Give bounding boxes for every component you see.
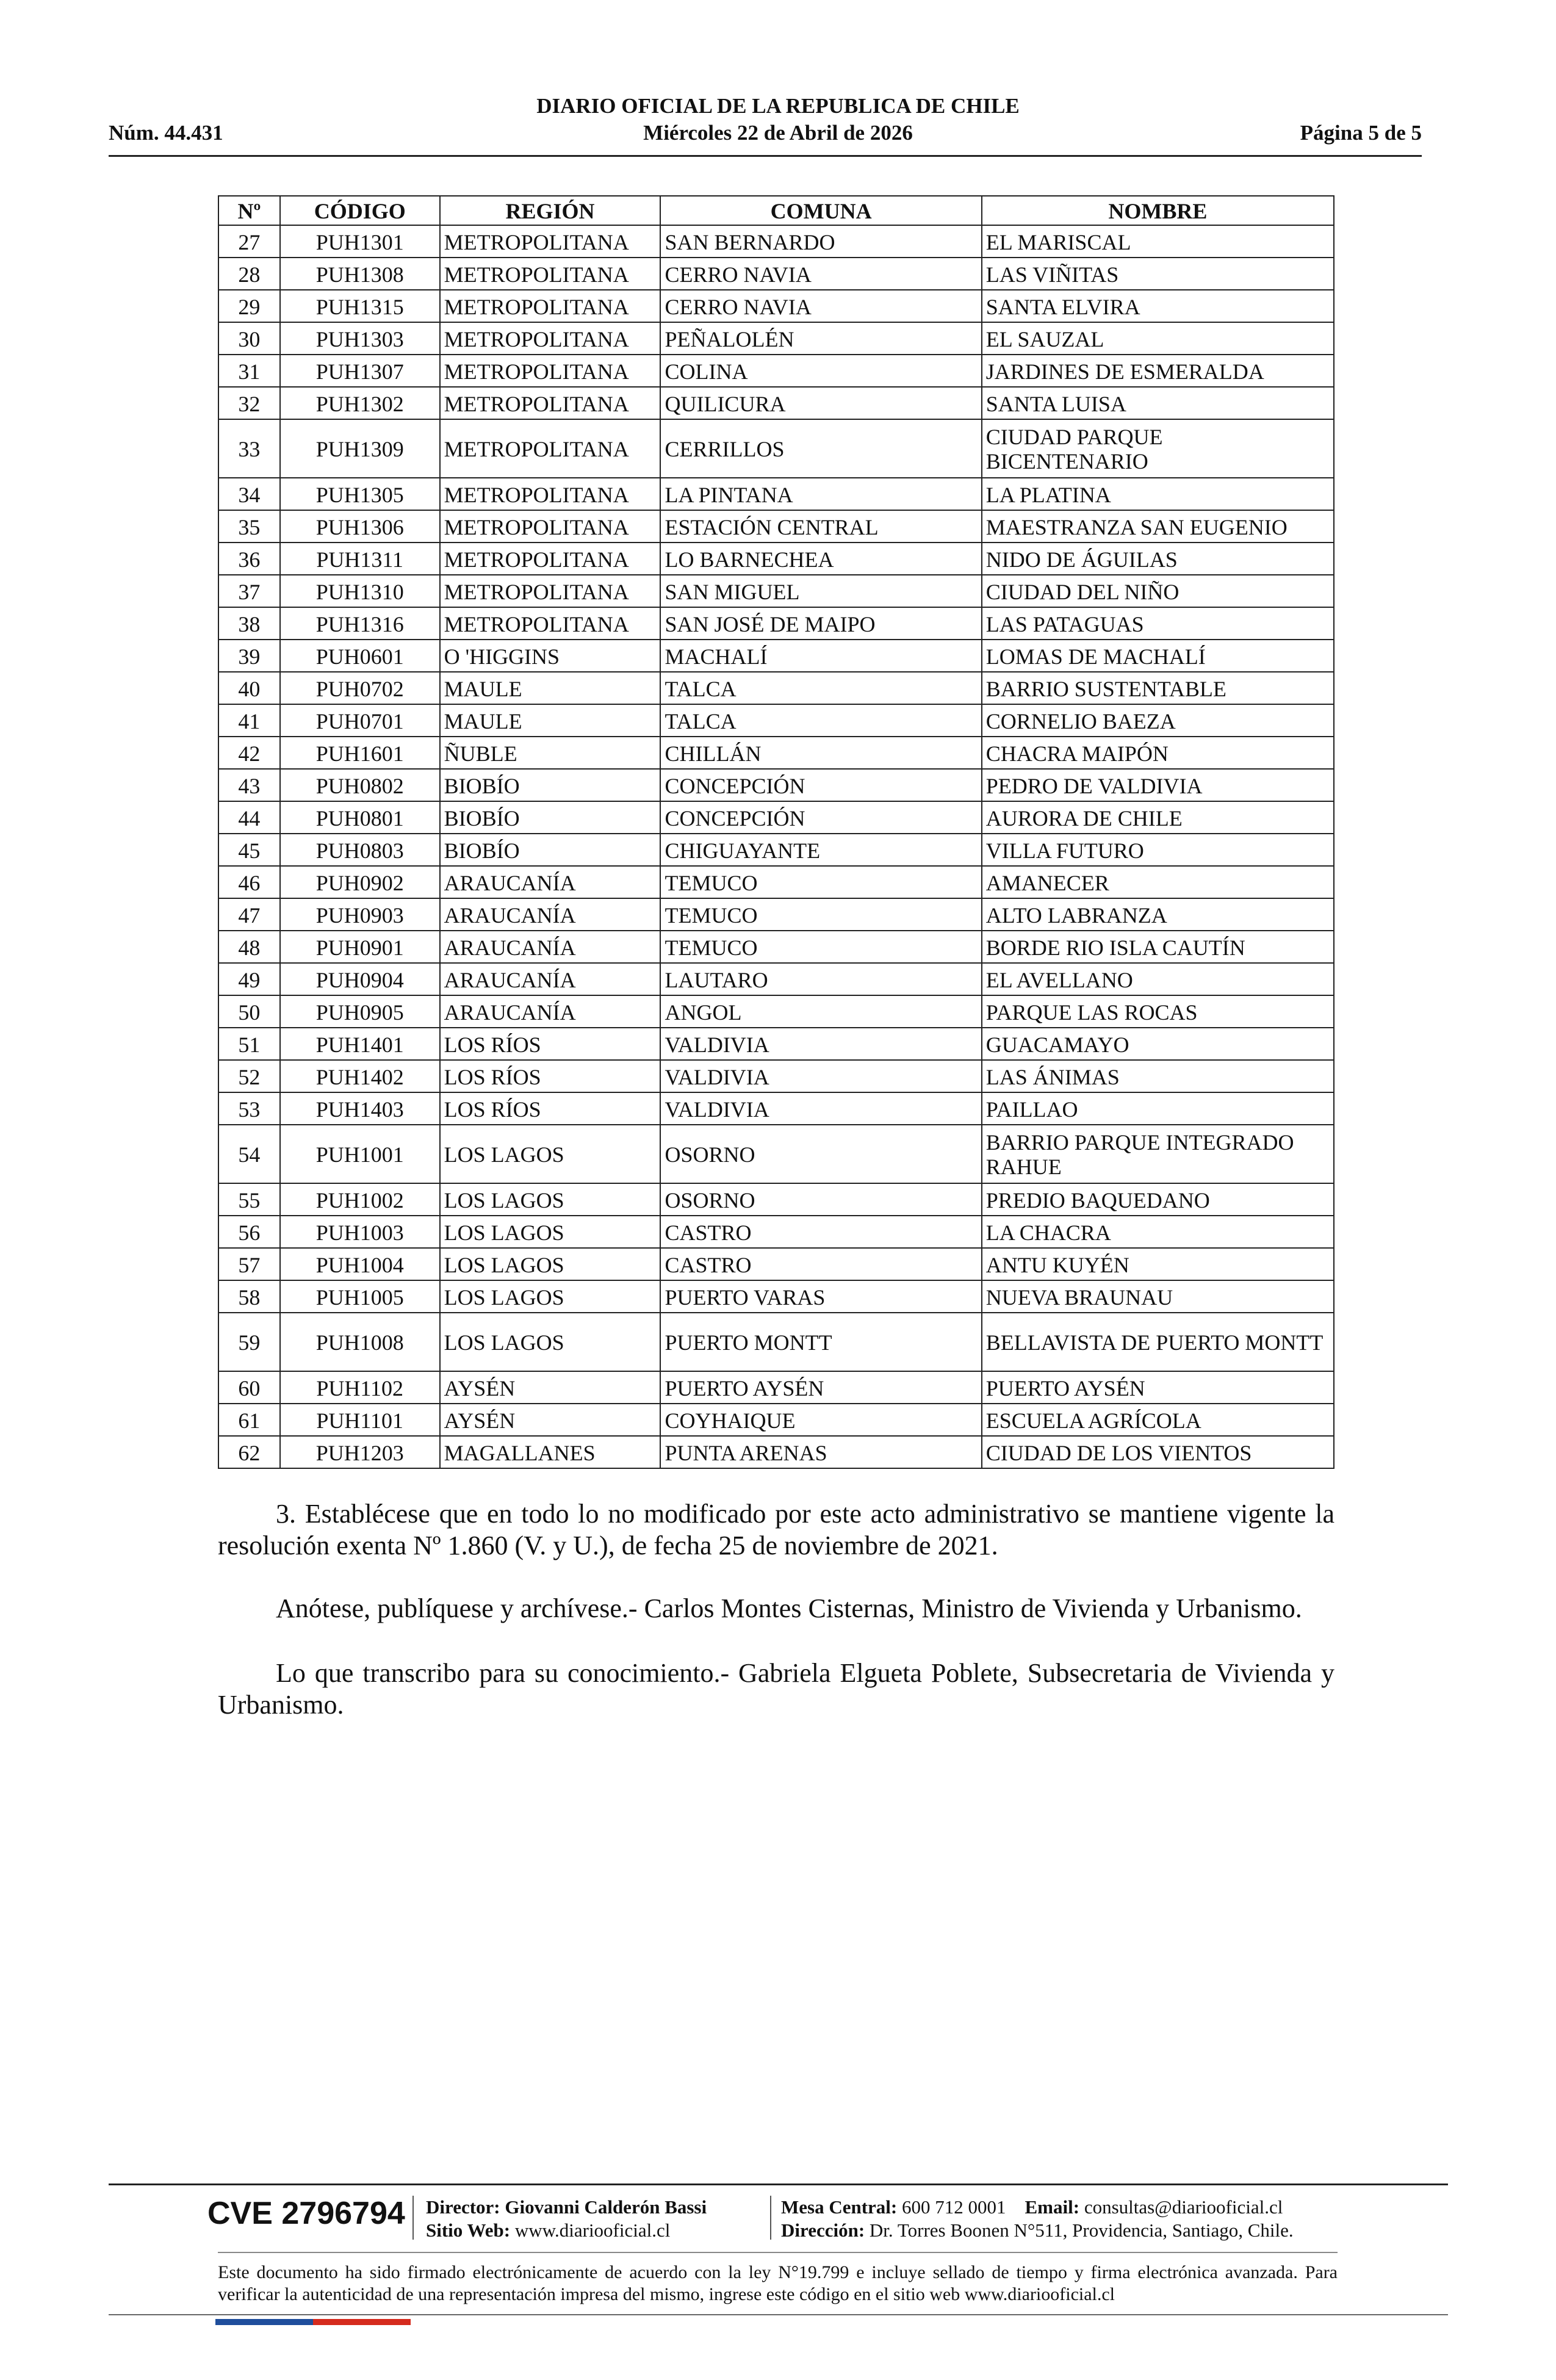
cell-region: METROPOLITANA xyxy=(440,355,661,387)
table-row xyxy=(218,898,1334,931)
cell-region: LOS RÍOS xyxy=(440,1028,661,1060)
cell-region: LOS LAGOS xyxy=(440,1183,661,1216)
cell-region: METROPOLITANA xyxy=(440,387,661,419)
cell-comuna: COLINA xyxy=(660,355,981,387)
table-header-row xyxy=(218,196,1334,225)
footer-divider xyxy=(770,2196,771,2240)
cell-code: PUH0902 xyxy=(280,866,440,898)
col-header-region: REGIÓN xyxy=(440,196,661,225)
cell-code: PUH1315 xyxy=(280,290,440,322)
cell-comuna: PUERTO MONTT xyxy=(660,1313,981,1371)
mesa-label: Mesa Central: xyxy=(781,2196,898,2218)
cell-region: METROPOLITANA xyxy=(440,258,661,290)
cell-comuna: TEMUCO xyxy=(660,866,981,898)
cell-region: AYSÉN xyxy=(440,1404,661,1436)
table-row xyxy=(218,419,1334,478)
cell-number: 43 xyxy=(218,769,280,801)
cell-number: 62 xyxy=(218,1436,280,1468)
cell-comuna: VALDIVIA xyxy=(660,1060,981,1092)
table-row xyxy=(218,607,1334,640)
table-row xyxy=(218,737,1334,769)
cell-number: 36 xyxy=(218,543,280,575)
cell-comuna: TEMUCO xyxy=(660,931,981,963)
cell-nombre: JARDINES DE ESMERALDA xyxy=(982,355,1334,387)
cell-code: PUH0904 xyxy=(280,963,440,995)
table-row xyxy=(218,1125,1334,1183)
cell-region: LOS LAGOS xyxy=(440,1280,661,1313)
cell-region: BIOBÍO xyxy=(440,801,661,834)
cell-region: LOS RÍOS xyxy=(440,1060,661,1092)
cell-number: 44 xyxy=(218,801,280,834)
table-row xyxy=(218,1060,1334,1092)
cell-nombre: ANTU KUYÉN xyxy=(982,1248,1334,1280)
cell-comuna: SAN JOSÉ DE MAIPO xyxy=(660,607,981,640)
address-label: Dirección: xyxy=(781,2220,865,2241)
footer-rule xyxy=(109,2183,1448,2185)
projects-table xyxy=(218,195,1334,1469)
cell-code: PUH1001 xyxy=(280,1125,440,1183)
flag-stripe xyxy=(215,2319,411,2325)
cell-number: 33 xyxy=(218,419,280,478)
cell-comuna: LA PINTANA xyxy=(660,478,981,510)
cell-region: METROPOLITANA xyxy=(440,419,661,478)
cell-code: PUH1203 xyxy=(280,1436,440,1468)
cell-nombre: AURORA DE CHILE xyxy=(982,801,1334,834)
table-row xyxy=(218,258,1334,290)
cell-comuna: QUILICURA xyxy=(660,387,981,419)
col-header-code: CÓDIGO xyxy=(280,196,440,225)
cell-code: PUH1402 xyxy=(280,1060,440,1092)
cell-region: ÑUBLE xyxy=(440,737,661,769)
cell-comuna: TEMUCO xyxy=(660,898,981,931)
table-row xyxy=(218,769,1334,801)
paragraph-3: 3. Establécese que en todo lo no modificado por este acto administrativo se mantiene vigente la resolución exenta Nº 1.860 (V. y U.), de fecha 25 de noviembre de 2021. xyxy=(218,1499,1334,1560)
cell-code: PUH1310 xyxy=(280,575,440,607)
cell-region: ARAUCANÍA xyxy=(440,995,661,1028)
cell-region: LOS LAGOS xyxy=(440,1216,661,1248)
cell-comuna: TALCA xyxy=(660,704,981,737)
cell-code: PUH1303 xyxy=(280,322,440,355)
cell-number: 53 xyxy=(218,1092,280,1125)
cell-number: 46 xyxy=(218,866,280,898)
flag-red-segment xyxy=(313,2319,411,2325)
cell-region: ARAUCANÍA xyxy=(440,931,661,963)
cell-nombre: GUACAMAYO xyxy=(982,1028,1334,1060)
cell-comuna: CASTRO xyxy=(660,1248,981,1280)
cell-nombre: ALTO LABRANZA xyxy=(982,898,1334,931)
table-row xyxy=(218,1371,1334,1404)
cell-code: PUH1301 xyxy=(280,225,440,258)
cell-region: O 'HIGGINS xyxy=(440,640,661,672)
cell-nombre: EL AVELLANO xyxy=(982,963,1334,995)
cell-nombre: BARRIO PARQUE INTEGRADO RAHUE xyxy=(982,1125,1334,1183)
table-row xyxy=(218,575,1334,607)
cell-nombre: PREDIO BAQUEDANO xyxy=(982,1183,1334,1216)
table-row xyxy=(218,543,1334,575)
cell-number: 40 xyxy=(218,672,280,704)
cell-number: 56 xyxy=(218,1216,280,1248)
cell-code: PUH0803 xyxy=(280,834,440,866)
director-label: Director: xyxy=(426,2196,500,2218)
cell-region: MAGALLANES xyxy=(440,1436,661,1468)
cell-number: 49 xyxy=(218,963,280,995)
cell-nombre: BORDE RIO ISLA CAUTÍN xyxy=(982,931,1334,963)
cell-nombre: AMANECER xyxy=(982,866,1334,898)
cell-nombre: EL MARISCAL xyxy=(982,225,1334,258)
cell-code: PUH1002 xyxy=(280,1183,440,1216)
table-row xyxy=(218,1280,1334,1313)
cell-nombre: LAS ÁNIMAS xyxy=(982,1060,1334,1092)
cell-code: PUH1401 xyxy=(280,1028,440,1060)
cell-comuna: VALDIVIA xyxy=(660,1092,981,1125)
table-row xyxy=(218,801,1334,834)
cell-number: 41 xyxy=(218,704,280,737)
transcription-paragraph: Lo que transcribo para su conocimiento.- Gabriela Elgueta Poblete, Subsecretaria de Vivienda y Urbanismo. xyxy=(218,1658,1334,1720)
cell-number: 30 xyxy=(218,322,280,355)
cell-code: PUH0801 xyxy=(280,801,440,834)
cell-region: MAULE xyxy=(440,704,661,737)
cell-comuna: CERRILLOS xyxy=(660,419,981,478)
cell-code: PUH1306 xyxy=(280,510,440,543)
cell-region: ARAUCANÍA xyxy=(440,898,661,931)
cell-comuna: LAUTARO xyxy=(660,963,981,995)
header-rule xyxy=(109,155,1422,157)
col-header-comuna: COMUNA xyxy=(660,196,981,225)
cell-comuna: ANGOL xyxy=(660,995,981,1028)
director-name: Giovanni Calderón Bassi xyxy=(505,2196,707,2218)
cell-region: LOS LAGOS xyxy=(440,1248,661,1280)
cell-number: 51 xyxy=(218,1028,280,1060)
cell-code: PUH1102 xyxy=(280,1371,440,1404)
cell-comuna: PUERTO VARAS xyxy=(660,1280,981,1313)
cell-nombre: PEDRO DE VALDIVIA xyxy=(982,769,1334,801)
cell-nombre: CHACRA MAIPÓN xyxy=(982,737,1334,769)
cell-comuna: CONCEPCIÓN xyxy=(660,801,981,834)
page-indicator: Página 5 de 5 xyxy=(1300,121,1422,145)
cell-nombre: VILLA FUTURO xyxy=(982,834,1334,866)
cell-comuna: CHIGUAYANTE xyxy=(660,834,981,866)
cell-comuna: OSORNO xyxy=(660,1125,981,1183)
closing-paragraph: Anótese, publíquese y archívese.- Carlos Montes Cisternas, Ministro de Vivienda y Urbanismo. xyxy=(276,1593,1302,1623)
cell-nombre: LAS PATAGUAS xyxy=(982,607,1334,640)
cell-nombre: CIUDAD PARQUE BICENTENARIO xyxy=(982,419,1334,478)
cell-comuna: TALCA xyxy=(660,672,981,704)
cell-nombre: MAESTRANZA SAN EUGENIO xyxy=(982,510,1334,543)
cell-comuna: OSORNO xyxy=(660,1183,981,1216)
cell-nombre: EL SAUZAL xyxy=(982,322,1334,355)
cell-nombre: CIUDAD DEL NIÑO xyxy=(982,575,1334,607)
cell-nombre: NUEVA BRAUNAU xyxy=(982,1280,1334,1313)
table-row xyxy=(218,322,1334,355)
cell-code: PUH1311 xyxy=(280,543,440,575)
cell-nombre: BELLAVISTA DE PUERTO MONTT xyxy=(982,1313,1334,1371)
web-link[interactable]: www.diariooficial.cl xyxy=(514,2220,671,2241)
cell-code: PUH1601 xyxy=(280,737,440,769)
cell-number: 32 xyxy=(218,387,280,419)
table-row xyxy=(218,478,1334,510)
cell-region: ARAUCANÍA xyxy=(440,963,661,995)
cell-number: 27 xyxy=(218,225,280,258)
cell-number: 61 xyxy=(218,1404,280,1436)
table-row xyxy=(218,225,1334,258)
email-link[interactable]: consultas@diariooficial.cl xyxy=(1084,2196,1283,2218)
cell-region: BIOBÍO xyxy=(440,769,661,801)
cell-nombre: BARRIO SUSTENTABLE xyxy=(982,672,1334,704)
col-header-nombre: NOMBRE xyxy=(982,196,1334,225)
cell-number: 60 xyxy=(218,1371,280,1404)
cell-region: METROPOLITANA xyxy=(440,510,661,543)
cell-region: BIOBÍO xyxy=(440,834,661,866)
cell-comuna: CASTRO xyxy=(660,1216,981,1248)
cell-number: 38 xyxy=(218,607,280,640)
cell-comuna: ESTACIÓN CENTRAL xyxy=(660,510,981,543)
web-label: Sitio Web: xyxy=(426,2220,511,2241)
table-row xyxy=(218,834,1334,866)
cell-code: PUH1101 xyxy=(280,1404,440,1436)
cell-region: METROPOLITANA xyxy=(440,478,661,510)
cell-number: 54 xyxy=(218,1125,280,1183)
table-row xyxy=(218,1092,1334,1125)
cell-region: METROPOLITANA xyxy=(440,322,661,355)
cell-number: 34 xyxy=(218,478,280,510)
cell-number: 28 xyxy=(218,258,280,290)
cell-nombre: PAILLAO xyxy=(982,1092,1334,1125)
table-row xyxy=(218,1183,1334,1216)
cell-code: PUH1005 xyxy=(280,1280,440,1313)
cell-number: 59 xyxy=(218,1313,280,1371)
cell-code: PUH0901 xyxy=(280,931,440,963)
table-row xyxy=(218,387,1334,419)
cell-nombre: CIUDAD DE LOS VIENTOS xyxy=(982,1436,1334,1468)
cell-comuna: COYHAIQUE xyxy=(660,1404,981,1436)
cell-number: 52 xyxy=(218,1060,280,1092)
cell-code: PUH0905 xyxy=(280,995,440,1028)
cell-nombre: CORNELIO BAEZA xyxy=(982,704,1334,737)
cell-region: METROPOLITANA xyxy=(440,575,661,607)
table-row xyxy=(218,355,1334,387)
cell-number: 55 xyxy=(218,1183,280,1216)
cell-code: PUH0802 xyxy=(280,769,440,801)
cell-code: PUH1302 xyxy=(280,387,440,419)
cell-code: PUH1308 xyxy=(280,258,440,290)
table-row xyxy=(218,1313,1334,1371)
cell-comuna: SAN BERNARDO xyxy=(660,225,981,258)
cell-number: 31 xyxy=(218,355,280,387)
cell-number: 42 xyxy=(218,737,280,769)
cell-code: PUH1008 xyxy=(280,1313,440,1371)
cell-nombre: ESCUELA AGRÍCOLA xyxy=(982,1404,1334,1436)
cell-comuna: CERRO NAVIA xyxy=(660,258,981,290)
cell-number: 37 xyxy=(218,575,280,607)
cell-nombre: LAS VIÑITAS xyxy=(982,258,1334,290)
cell-region: METROPOLITANA xyxy=(440,290,661,322)
table-row xyxy=(218,290,1334,322)
table-body xyxy=(218,225,1334,1468)
cell-comuna: VALDIVIA xyxy=(660,1028,981,1060)
cve-code: CVE 2796794 xyxy=(207,2196,405,2231)
table-row xyxy=(218,931,1334,963)
cell-comuna: LO BARNECHEA xyxy=(660,543,981,575)
cell-number: 57 xyxy=(218,1248,280,1280)
cell-number: 58 xyxy=(218,1280,280,1313)
issue-date: Miércoles 22 de Abril de 2026 xyxy=(643,121,913,145)
header-title: DIARIO OFICIAL DE LA REPUBLICA DE CHILE xyxy=(536,94,1020,118)
cell-region: ARAUCANÍA xyxy=(440,866,661,898)
cell-number: 29 xyxy=(218,290,280,322)
cell-nombre: LA PLATINA xyxy=(982,478,1334,510)
cell-number: 50 xyxy=(218,995,280,1028)
cell-code: PUH0701 xyxy=(280,704,440,737)
cell-comuna: PEÑALOLÉN xyxy=(660,322,981,355)
table-row xyxy=(218,963,1334,995)
cell-comuna: CHILLÁN xyxy=(660,737,981,769)
cell-region: LOS LAGOS xyxy=(440,1125,661,1183)
cell-code: PUH1316 xyxy=(280,607,440,640)
table-row xyxy=(218,1248,1334,1280)
cell-comuna: PUNTA ARENAS xyxy=(660,1436,981,1468)
cell-region: METROPOLITANA xyxy=(440,543,661,575)
cell-nombre: PUERTO AYSÉN xyxy=(982,1371,1334,1404)
cell-nombre: NIDO DE ÁGUILAS xyxy=(982,543,1334,575)
legal-notice: Este documento ha sido firmado electrónicamente de acuerdo con la ley N°19.799 e incluye sellado de tiempo y firma electrónica avanzada. Para verificar la autenticidad de una representación impresa del mismo, ingrese este código en el sitio web www.diariooficial.cl xyxy=(218,2262,1338,2304)
cell-code: PUH1004 xyxy=(280,1248,440,1280)
cell-number: 45 xyxy=(218,834,280,866)
footer-divider xyxy=(412,2196,414,2240)
cell-code: PUH0601 xyxy=(280,640,440,672)
cell-comuna: SAN MIGUEL xyxy=(660,575,981,607)
cell-number: 35 xyxy=(218,510,280,543)
table-row xyxy=(218,866,1334,898)
cell-region: METROPOLITANA xyxy=(440,225,661,258)
cell-code: PUH1307 xyxy=(280,355,440,387)
table-row xyxy=(218,672,1334,704)
cell-comuna: PUERTO AYSÉN xyxy=(660,1371,981,1404)
table-row xyxy=(218,510,1334,543)
cell-number: 48 xyxy=(218,931,280,963)
cell-region: LOS RÍOS xyxy=(440,1092,661,1125)
footer-contact-block xyxy=(781,2196,1294,2242)
address-text: Dr. Torres Boonen N°511, Providencia, Santiago, Chile. xyxy=(869,2220,1294,2241)
cell-code: PUH1403 xyxy=(280,1092,440,1125)
cell-region: MAULE xyxy=(440,672,661,704)
cell-comuna: CONCEPCIÓN xyxy=(660,769,981,801)
table-row xyxy=(218,1436,1334,1468)
table-row xyxy=(218,1216,1334,1248)
cell-code: PUH1305 xyxy=(280,478,440,510)
cell-comuna: MACHALÍ xyxy=(660,640,981,672)
table-row xyxy=(218,1028,1334,1060)
cell-nombre: LOMAS DE MACHALÍ xyxy=(982,640,1334,672)
cell-nombre: SANTA LUISA xyxy=(982,387,1334,419)
cell-comuna: CERRO NAVIA xyxy=(660,290,981,322)
mesa-phone: 600 712 0001 xyxy=(902,2196,1006,2218)
footer-director-block xyxy=(426,2196,707,2242)
table-row xyxy=(218,1404,1334,1436)
cell-code: PUH1309 xyxy=(280,419,440,478)
cell-nombre: SANTA ELVIRA xyxy=(982,290,1334,322)
email-label: Email: xyxy=(1025,2196,1080,2218)
col-header-number: Nº xyxy=(218,196,280,225)
cell-code: PUH0903 xyxy=(280,898,440,931)
footer-bottom-rule xyxy=(109,2314,1448,2315)
table-row xyxy=(218,704,1334,737)
cell-nombre: LA CHACRA xyxy=(982,1216,1334,1248)
footer-divider-line xyxy=(218,2252,1338,2253)
flag-blue-segment xyxy=(215,2319,313,2325)
table-row xyxy=(218,640,1334,672)
cell-number: 47 xyxy=(218,898,280,931)
cell-region: AYSÉN xyxy=(440,1371,661,1404)
cell-code: PUH1003 xyxy=(280,1216,440,1248)
cell-region: METROPOLITANA xyxy=(440,607,661,640)
cell-nombre: PARQUE LAS ROCAS xyxy=(982,995,1334,1028)
table-row xyxy=(218,995,1334,1028)
cell-code: PUH0702 xyxy=(280,672,440,704)
cell-region: LOS LAGOS xyxy=(440,1313,661,1371)
issue-number: Núm. 44.431 xyxy=(109,121,223,145)
cell-number: 39 xyxy=(218,640,280,672)
